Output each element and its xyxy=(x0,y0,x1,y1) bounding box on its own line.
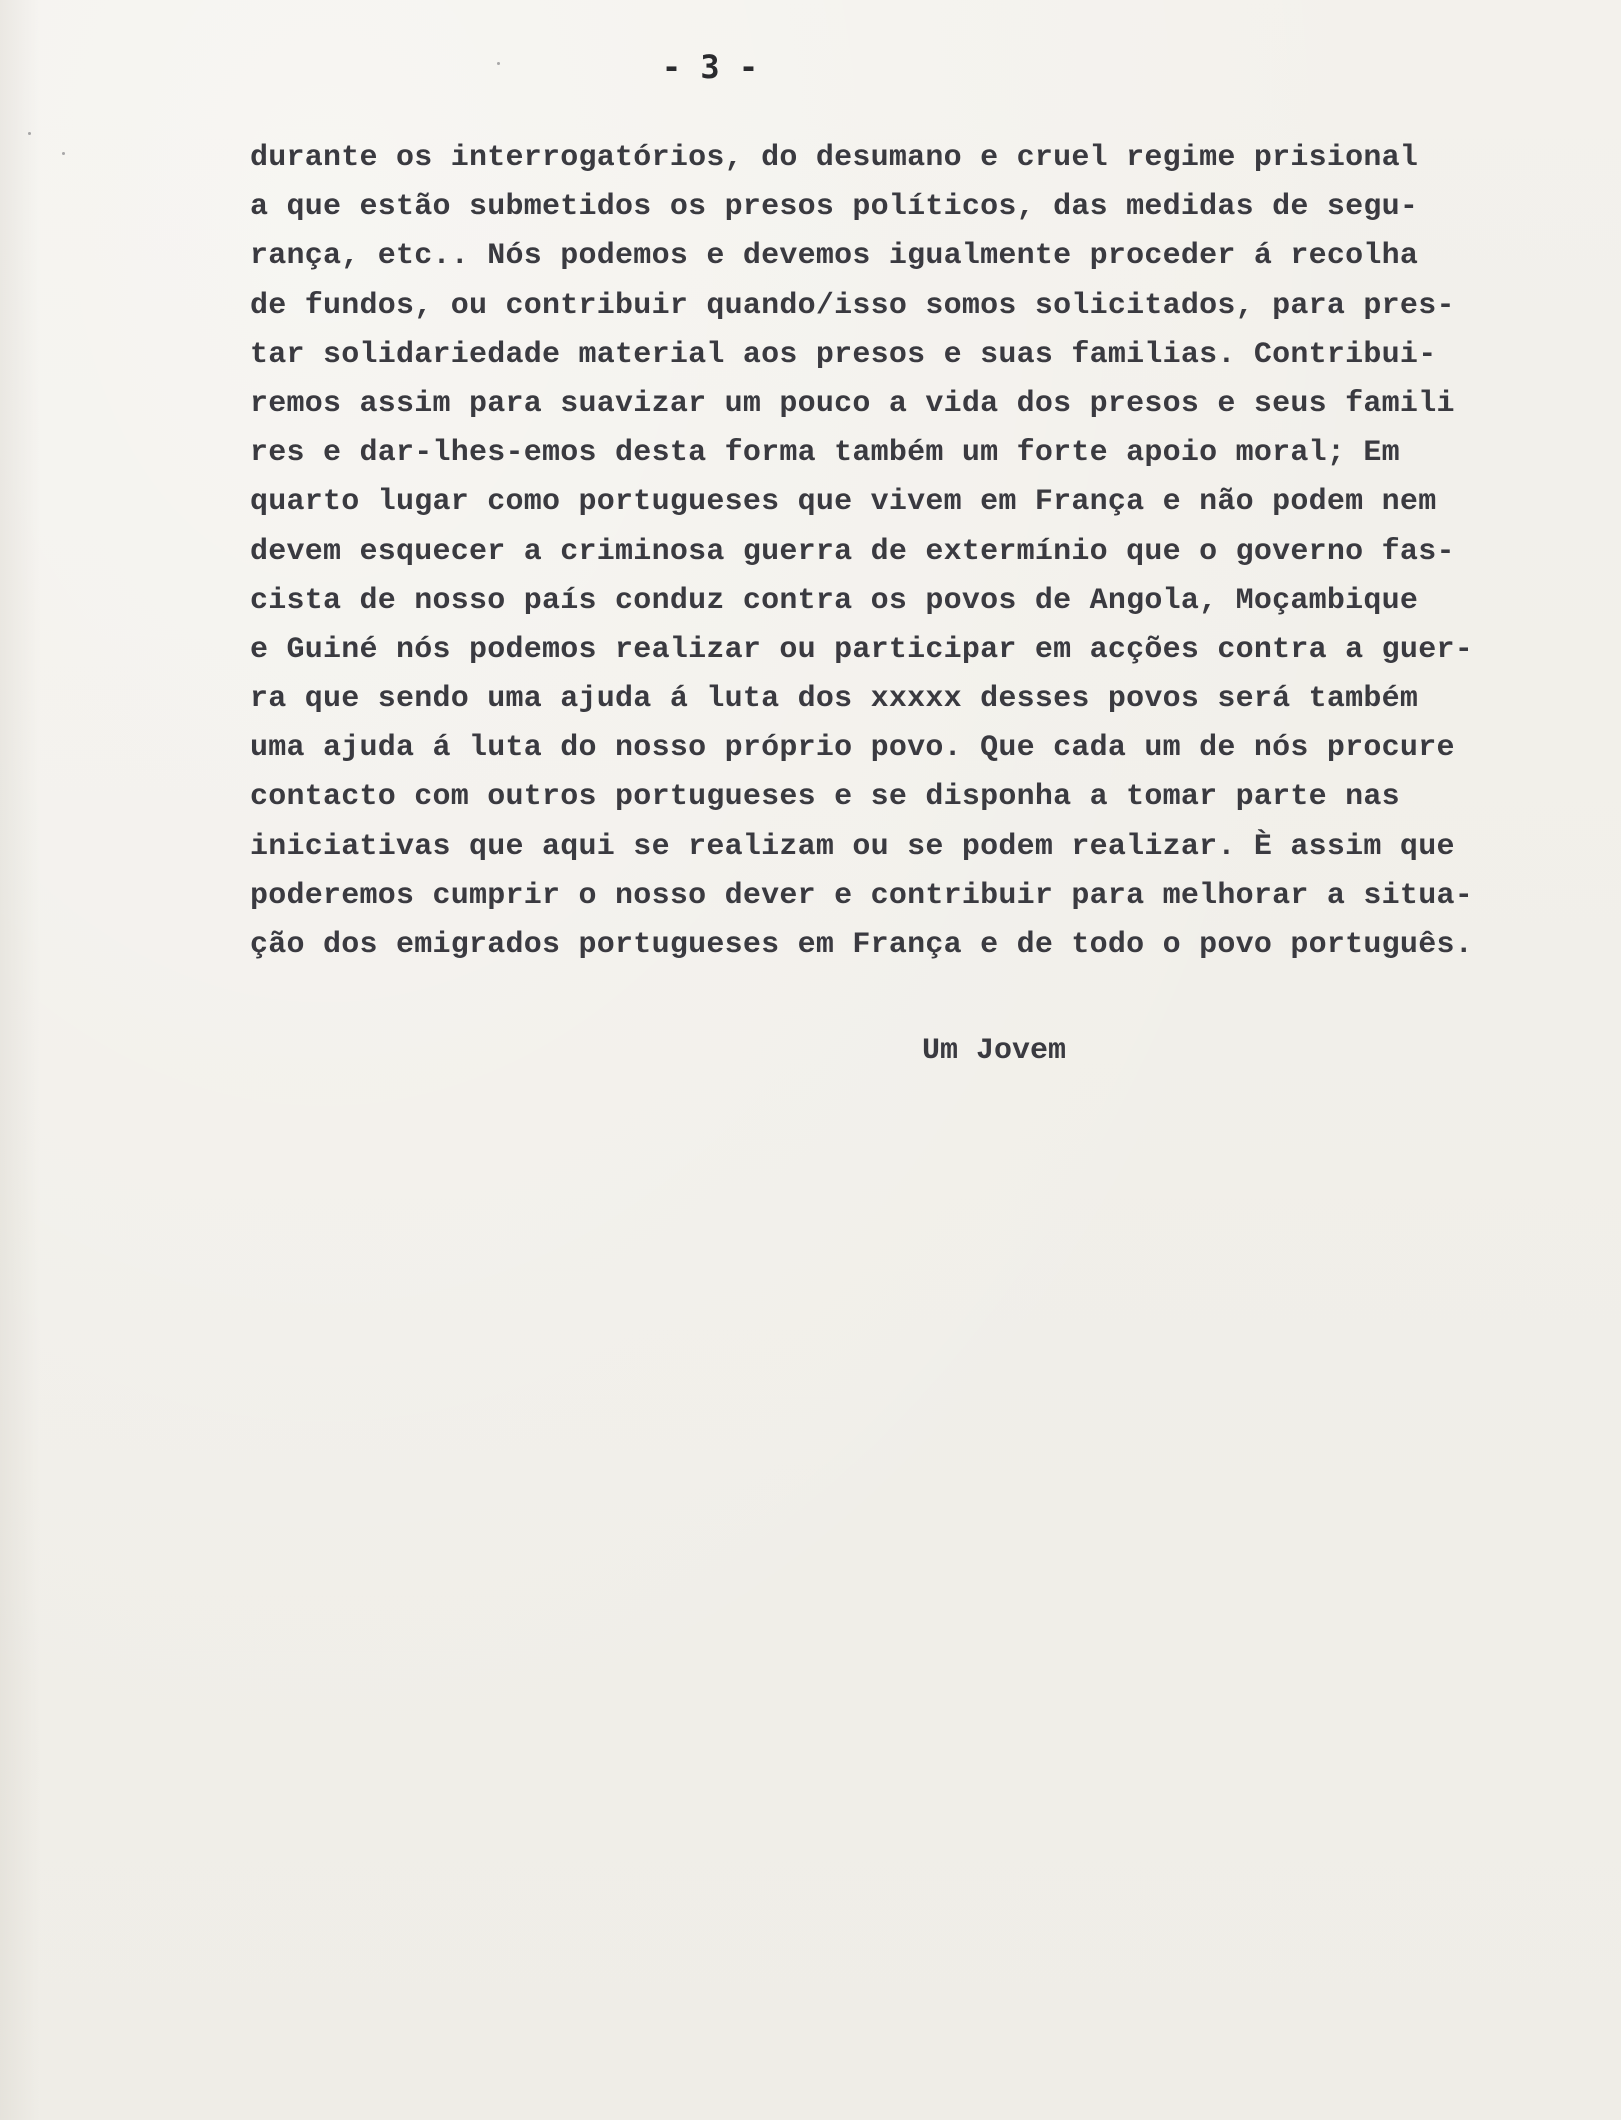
paper-edge-shadow xyxy=(0,0,40,2120)
signature: Um Jovem xyxy=(922,1034,1067,1068)
text-line: res e dar-lhes-emos desta forma também um forte apoio moral; Em xyxy=(250,436,1400,471)
text-line: contacto com outros portugueses e se disponha a tomar parte nas xyxy=(250,780,1400,815)
paper-speck xyxy=(497,62,500,65)
paper-speck xyxy=(62,152,65,155)
paper-speck xyxy=(28,132,31,135)
text-line: iniciativas que aqui se realizam ou se podem realizar. È assim que xyxy=(250,829,1455,864)
text-line: devem esquecer a criminosa guerra de extermínio que o governo fas- xyxy=(250,534,1455,569)
text-line: ção dos emigrados portugueses em França e de todo o povo português. xyxy=(250,928,1473,962)
text-line: poderemos cumprir o nosso dever e contribuir para melhorar a situa- xyxy=(250,878,1473,913)
body-text xyxy=(250,134,1590,970)
text-line: a que estão submetidos os presos políticos, das medidas de segu- xyxy=(250,190,1419,225)
text-line: tar solidariedade material aos presos e suas familias. Contribui- xyxy=(250,337,1437,372)
page-number: - 3 - xyxy=(661,48,759,86)
text-line: durante os interrogatórios, do desumano e cruel regime prisional xyxy=(250,141,1419,175)
text-line: ra que sendo uma ajuda á luta dos xxxxx desses povos será também xyxy=(250,682,1419,717)
text-line: de fundos, ou contribuir quando/isso somos solicitados, para pres- xyxy=(250,288,1455,323)
text-line: e Guiné nós podemos realizar ou participar em acções contra a guer- xyxy=(250,632,1473,667)
text-line: rança, etc.. Nós podemos e devemos igualmente proceder á recolha xyxy=(250,239,1419,274)
text-line: quarto lugar como portugueses que vivem em França e não podem nem xyxy=(250,485,1437,520)
text-line: cista de nosso país conduz contra os povos de Angola, Moçambique xyxy=(250,583,1419,618)
text-line: remos assim para suavizar um pouco a vida dos presos e seus famili xyxy=(250,386,1455,421)
text-line: uma ajuda á luta do nosso próprio povo. Que cada um de nós procure xyxy=(250,731,1455,766)
